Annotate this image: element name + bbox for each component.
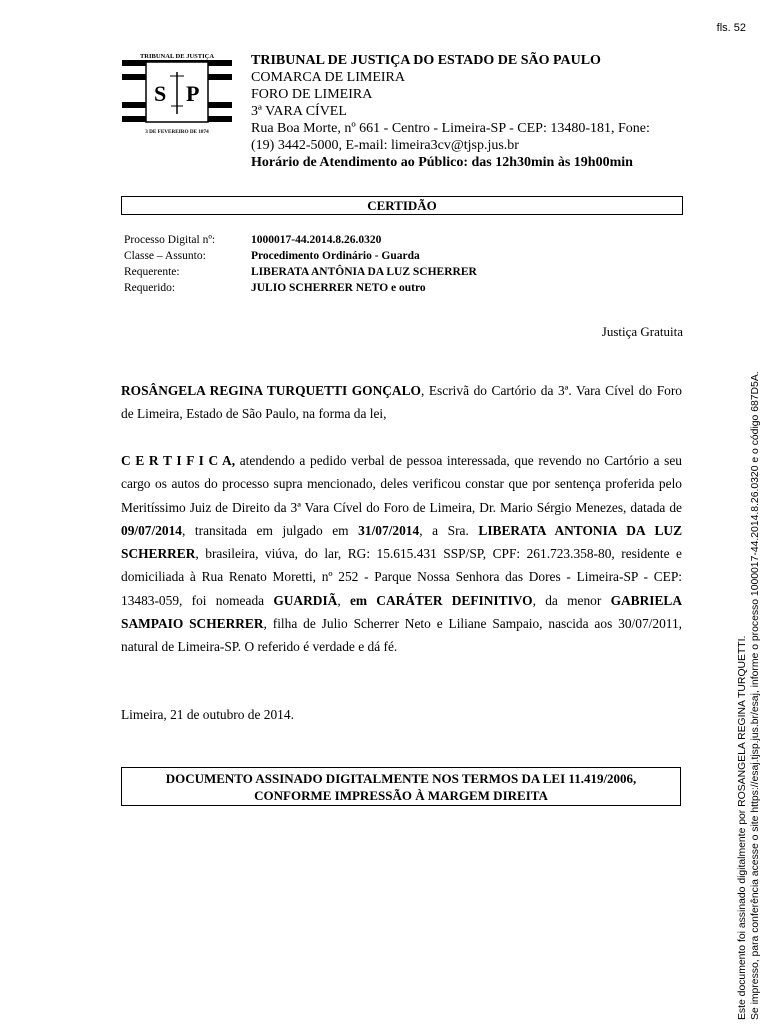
- header-hours: Horário de Atendimento ao Público: das 12h30min às 19h00min: [251, 155, 633, 170]
- header-foro: FORO DE LIMEIRA: [251, 87, 373, 102]
- cert-text-5: ,: [337, 592, 350, 608]
- guardian-word: GUARDIÃ: [273, 592, 338, 608]
- court-seal-logo: [122, 46, 232, 136]
- seal-top-text: TRIBUNAL DE JUSTIÇA: [139, 53, 215, 60]
- header-vara: 3ª VARA CÍVEL: [251, 104, 347, 119]
- plaintiff-label: Requerente:: [124, 266, 180, 278]
- defendant-label: Requerido:: [124, 282, 176, 294]
- header-comarca: COMARCA DE LIMEIRA: [251, 70, 406, 85]
- minor-name: GABRIELA SAMPAIO SCHERRER: [121, 592, 682, 632]
- process-number-value: 1000017-44.2014.8.26.0320: [251, 234, 382, 246]
- court-header: [251, 52, 650, 171]
- certification-paragraph: [121, 449, 682, 659]
- process-info: [124, 232, 477, 296]
- cert-text-1: atendendo a pedido verbal de pessoa interessada, que revendo no Cartório a seu cargo os autos do processo supra mencionado, deles verificou constar que por sentença proferida pelo Meritíssimo Juiz de Direito da 3ª Vara Cível do Foro de Limeira, Dr. Mario Sérgio Menezes, datada de: [121, 453, 682, 515]
- certifica-word: C E R T I F I C A,: [121, 453, 236, 468]
- guardian-name: LIBERATA ANTONIA DA LUZ SCHERRER: [121, 522, 682, 562]
- cert-text-3: , a Sra.: [419, 522, 479, 538]
- definitive-character: em CARÁTER DEFINITIVO: [349, 592, 533, 608]
- plaintiff-row: [124, 264, 477, 280]
- signature-notice-line1: DOCUMENTO ASSINADO DIGITALMENTE NOS TERMOS DA LEI 11.419/2006,: [165, 771, 637, 786]
- clerk-paragraph: [121, 379, 682, 426]
- seal-bottom-text: 3 DE FEVEREIRO DE 1874: [145, 129, 209, 135]
- margin-signature-text: [736, 330, 762, 1020]
- final-judgment-date: 31/07/2014: [358, 522, 420, 538]
- signature-notice-line2: CONFORME IMPRESSÃO À MARGEM DIREITA: [254, 788, 548, 803]
- header-court-name: TRIBUNAL DE JUSTIÇA DO ESTADO DE SÃO PAULO: [251, 53, 601, 68]
- defendant-value: JULIO SCHERRER NETO e outro: [251, 282, 426, 294]
- plaintiff-value: LIBERATA ANTÔNIA DA LUZ SCHERRER: [251, 266, 477, 278]
- defendant-row: [124, 280, 477, 296]
- process-number-row: [124, 232, 477, 248]
- header-contact: (19) 3442-5000, E-mail: limeira3cv@tjsp.jus.br: [251, 138, 519, 153]
- margin-line1: Este documento foi assinado digitalmente por ROSANGELA REGINA TURQUETTI.: [737, 635, 748, 1020]
- margin-line2: Se impresso, para conferência acesse o site https://esaj.tjsp.jus.br/esaj, informe o processo 1000017-44.2014.8.26.0320 e o código 687D5A.: [750, 371, 761, 1020]
- class-subject-label: Classe – Assunto:: [124, 250, 206, 262]
- date-line: Limeira, 21 de outubro de 2014.: [121, 707, 294, 722]
- sentence-date: 09/07/2014: [121, 522, 183, 538]
- header-address: Rua Boa Morte, nº 661 - Centro - Limeira-SP - CEP: 13480-181, Fone:: [251, 121, 650, 136]
- clerk-name: ROSÂNGELA REGINA TURQUETTI GONÇALO: [121, 383, 421, 398]
- seal-letter-p: P: [186, 81, 200, 106]
- class-subject-value: Procedimento Ordinário - Guarda: [251, 250, 420, 262]
- cert-text-7: , filha de Julio Scherrer Neto e Liliane Sampaio, nascida aos 30/07/2011, natural de Limeira-SP. O referido é verdade e dá fé.: [121, 616, 683, 655]
- clerk-paragraph-text: , Escrivã do Cartório da 3ª. Vara Cível do Foro de Limeira, Estado de São Paulo, na forma da lei,: [121, 383, 682, 422]
- digital-signature-notice: [121, 767, 681, 806]
- cert-text-4: , brasileira, viúva, do lar, RG: 15.615.431 SSP/SP, CPF: 261.723.358-80, residente e domiciliada à Rua Renato Moretti, nº 252 - Parque Nossa Senhora das Dores - Limeira-SP - CEP: 13483-059, foi nomeada: [121, 546, 682, 608]
- document-title: CERTIDÃO: [121, 196, 683, 215]
- page-number: fls. 52: [716, 22, 746, 34]
- cert-text-6: , da menor: [532, 592, 611, 608]
- free-justice-note: Justiça Gratuita: [601, 324, 683, 339]
- cert-text-2: , transitada em julgado em: [182, 522, 359, 538]
- seal-letter-s: S: [154, 81, 167, 106]
- process-number-label: Processo Digital nº:: [124, 234, 216, 246]
- class-subject-row: [124, 248, 477, 264]
